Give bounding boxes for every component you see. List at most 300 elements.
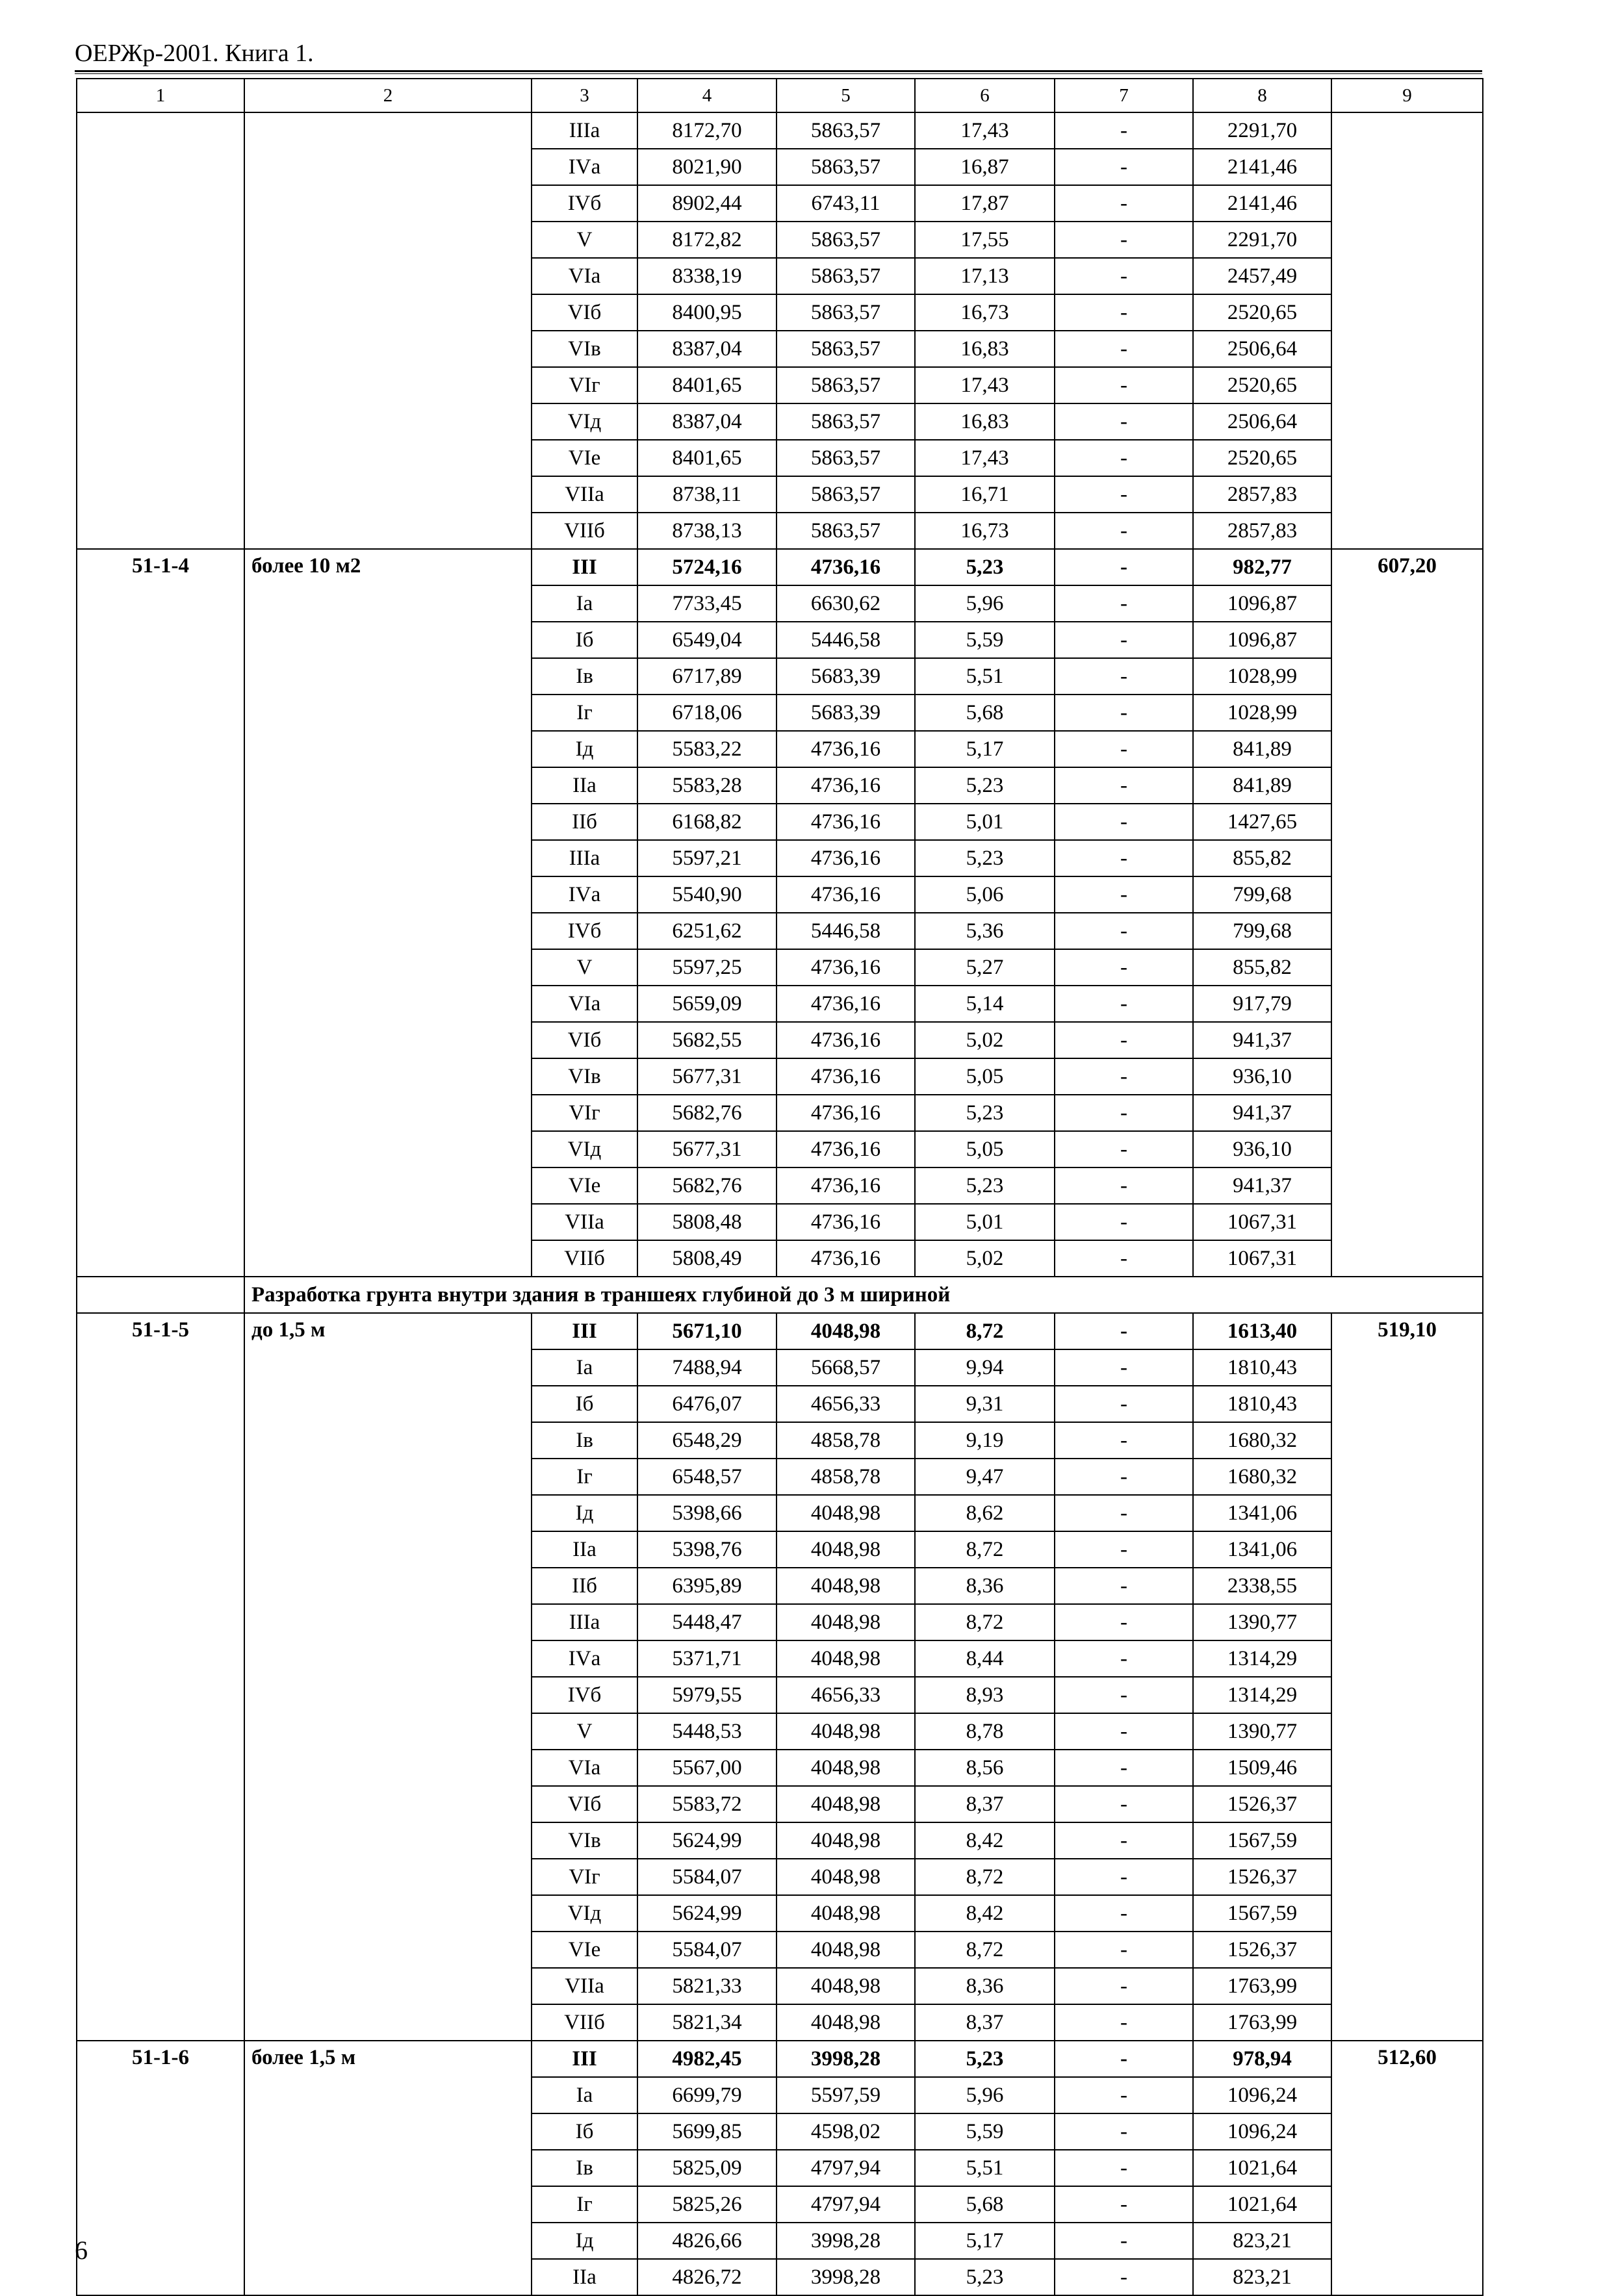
value-cell: - [1055, 1422, 1193, 1459]
value-cell: 5863,57 [777, 294, 915, 331]
value-cell: 4048,98 [777, 1968, 915, 2004]
value-cell: - [1055, 1386, 1193, 1422]
value-cell: VIв [532, 331, 637, 367]
value-cell: 4736,16 [777, 804, 915, 840]
value-cell: 2141,46 [1193, 185, 1331, 222]
value-cell: 4797,94 [777, 2186, 915, 2223]
value-cell: 936,10 [1193, 1058, 1331, 1095]
value-cell: 5683,39 [777, 695, 915, 731]
value-cell: 5683,39 [777, 658, 915, 695]
value-cell: 2506,64 [1193, 331, 1331, 367]
value-cell: VIIб [532, 2004, 637, 2041]
value-cell: 8,44 [915, 1640, 1055, 1677]
value-cell: 1341,06 [1193, 1495, 1331, 1531]
value-cell: - [1055, 1022, 1193, 1058]
value-cell: - [1055, 2223, 1193, 2259]
value-cell: 5979,55 [637, 1677, 777, 1713]
value-cell: - [1055, 2041, 1193, 2077]
value-cell: 5,23 [915, 2259, 1055, 2295]
value-cell: Iв [532, 658, 637, 695]
value-cell: Iд [532, 2223, 637, 2259]
value-cell: - [1055, 331, 1193, 367]
value-cell: 8,56 [915, 1750, 1055, 1786]
value-cell: 16,73 [915, 294, 1055, 331]
value-cell: 1680,32 [1193, 1459, 1331, 1495]
value-cell: 1314,29 [1193, 1677, 1331, 1713]
value-cell: 4048,98 [777, 1495, 915, 1531]
value-cell: 1810,43 [1193, 1386, 1331, 1422]
value-cell: - [1055, 1240, 1193, 1277]
value-cell: 4656,33 [777, 1677, 915, 1713]
column-number-cell: 3 [532, 79, 637, 112]
value-cell: - [1055, 1750, 1193, 1786]
value-cell: 5,23 [915, 2041, 1055, 2077]
value-cell: 1509,46 [1193, 1750, 1331, 1786]
value-cell: - [1055, 585, 1193, 622]
value-cell: 8172,82 [637, 222, 777, 258]
value-cell: - [1055, 1677, 1193, 1713]
value-cell: VIа [532, 1750, 637, 1786]
code-cell [77, 112, 244, 549]
value-cell: - [1055, 476, 1193, 513]
value-cell: - [1055, 1095, 1193, 1131]
value-cell: 1810,43 [1193, 1349, 1331, 1386]
value-cell: 5584,07 [637, 1932, 777, 1968]
value-cell: 941,37 [1193, 1167, 1331, 1204]
value-cell: - [1055, 1495, 1193, 1531]
column-number-row [77, 79, 1483, 112]
value-cell: - [1055, 513, 1193, 549]
value-cell: - [1055, 1786, 1193, 1822]
value-cell: 8387,04 [637, 331, 777, 367]
value-cell: 16,83 [915, 403, 1055, 440]
table-row [77, 1313, 1483, 1349]
value-cell: 9,94 [915, 1349, 1055, 1386]
value-cell: - [1055, 440, 1193, 476]
value-cell: IIа [532, 1531, 637, 1568]
value-cell: 5,51 [915, 658, 1055, 695]
value-cell: 1028,99 [1193, 695, 1331, 731]
value-cell: 5682,55 [637, 1022, 777, 1058]
value-cell: 1680,32 [1193, 1422, 1331, 1459]
value-cell: 8738,13 [637, 513, 777, 549]
col9-cell: 607,20 [1331, 549, 1483, 1277]
value-cell: 17,43 [915, 440, 1055, 476]
value-cell: - [1055, 1131, 1193, 1167]
value-cell: VIIа [532, 476, 637, 513]
value-cell: IVа [532, 876, 637, 913]
value-cell: 9,19 [915, 1422, 1055, 1459]
code-cell: 51-1-5 [77, 1313, 244, 2041]
value-cell: 1390,77 [1193, 1713, 1331, 1750]
column-number-cell: 4 [637, 79, 777, 112]
value-cell: 5668,57 [777, 1349, 915, 1386]
value-cell: - [1055, 986, 1193, 1022]
value-cell: 8,42 [915, 1822, 1055, 1859]
value-cell: - [1055, 1932, 1193, 1968]
value-cell: 5,27 [915, 949, 1055, 986]
value-cell: VIIб [532, 513, 637, 549]
value-cell: III [532, 1313, 637, 1349]
value-cell: 4826,66 [637, 2223, 777, 2259]
value-cell: 1763,99 [1193, 2004, 1331, 2041]
value-cell: 5863,57 [777, 403, 915, 440]
value-cell: - [1055, 149, 1193, 185]
value-cell: 2857,83 [1193, 476, 1331, 513]
value-cell: IIIа [532, 112, 637, 149]
value-cell: 3998,28 [777, 2223, 915, 2259]
value-cell: - [1055, 2150, 1193, 2186]
table-row [77, 112, 1483, 149]
value-cell: 4048,98 [777, 1895, 915, 1932]
value-cell: 6168,82 [637, 804, 777, 840]
value-cell: - [1055, 367, 1193, 403]
value-cell: 9,31 [915, 1386, 1055, 1422]
value-cell: V [532, 949, 637, 986]
value-cell: 4736,16 [777, 767, 915, 804]
value-cell: 4048,98 [777, 1313, 915, 1349]
value-cell: 4736,16 [777, 1058, 915, 1095]
value-cell: 4736,16 [777, 1167, 915, 1204]
value-cell: 5597,59 [777, 2077, 915, 2113]
value-cell: 16,83 [915, 331, 1055, 367]
value-cell: 4826,72 [637, 2259, 777, 2295]
value-cell: Iв [532, 1422, 637, 1459]
description-cell: более 10 м2 [244, 549, 532, 1277]
value-cell: VIд [532, 1131, 637, 1167]
value-cell: - [1055, 1313, 1193, 1349]
value-cell: 799,68 [1193, 876, 1331, 913]
value-cell: 16,73 [915, 513, 1055, 549]
value-cell: 5371,71 [637, 1640, 777, 1677]
value-cell: 2520,65 [1193, 440, 1331, 476]
value-cell: Iг [532, 1459, 637, 1495]
value-cell: 5,02 [915, 1022, 1055, 1058]
value-cell: 1526,37 [1193, 1786, 1331, 1822]
value-cell: V [532, 222, 637, 258]
value-cell: 8021,90 [637, 149, 777, 185]
value-cell: - [1055, 622, 1193, 658]
value-cell: 5677,31 [637, 1058, 777, 1095]
value-cell: 5,96 [915, 2077, 1055, 2113]
value-cell: - [1055, 2186, 1193, 2223]
value-cell: 4982,45 [637, 2041, 777, 2077]
value-cell: 5,36 [915, 913, 1055, 949]
value-cell: - [1055, 913, 1193, 949]
value-cell: 17,43 [915, 112, 1055, 149]
value-cell: 4048,98 [777, 1786, 915, 1822]
value-cell: 1526,37 [1193, 1859, 1331, 1895]
value-cell: 2457,49 [1193, 258, 1331, 294]
description-cell [244, 112, 532, 549]
section-title: Разработка грунта внутри здания в траншеях глубиной до 3 м шириной [244, 1277, 1483, 1313]
value-cell: 5597,21 [637, 840, 777, 876]
value-cell: 978,94 [1193, 2041, 1331, 2077]
value-cell: 4736,16 [777, 949, 915, 986]
value-cell: 5682,76 [637, 1167, 777, 1204]
value-cell: 855,82 [1193, 949, 1331, 986]
col9-cell: 512,60 [1331, 2041, 1483, 2295]
value-cell: 4048,98 [777, 1604, 915, 1640]
value-cell: 1067,31 [1193, 1204, 1331, 1240]
value-cell: 6476,07 [637, 1386, 777, 1422]
value-cell: - [1055, 1859, 1193, 1895]
value-cell: 5584,07 [637, 1859, 777, 1895]
value-cell: 8401,65 [637, 367, 777, 403]
value-cell: IIIа [532, 1604, 637, 1640]
value-cell: 1613,40 [1193, 1313, 1331, 1349]
value-cell: 5540,90 [637, 876, 777, 913]
value-cell: 5,68 [915, 695, 1055, 731]
value-cell: 5,17 [915, 731, 1055, 767]
value-cell: Iд [532, 731, 637, 767]
value-cell: 5863,57 [777, 367, 915, 403]
value-cell: 941,37 [1193, 1095, 1331, 1131]
value-cell: 2141,46 [1193, 149, 1331, 185]
value-cell: 4736,16 [777, 549, 915, 585]
value-cell: 1028,99 [1193, 658, 1331, 695]
value-cell: Iв [532, 2150, 637, 2186]
value-cell: 4858,78 [777, 1422, 915, 1459]
value-cell: 6548,29 [637, 1422, 777, 1459]
value-cell: - [1055, 1568, 1193, 1604]
value-cell: IIб [532, 804, 637, 840]
value-cell: 1314,29 [1193, 1640, 1331, 1677]
value-cell: 6743,11 [777, 185, 915, 222]
value-cell: Iа [532, 585, 637, 622]
value-cell: VIб [532, 294, 637, 331]
value-cell: - [1055, 1058, 1193, 1095]
value-cell: Iд [532, 1495, 637, 1531]
value-cell: 4736,16 [777, 1022, 915, 1058]
value-cell: 4736,16 [777, 986, 915, 1022]
value-cell: 5863,57 [777, 440, 915, 476]
value-cell: - [1055, 731, 1193, 767]
value-cell: 841,89 [1193, 767, 1331, 804]
value-cell: 6630,62 [777, 585, 915, 622]
value-cell: 5398,66 [637, 1495, 777, 1531]
value-cell: 8,72 [915, 1313, 1055, 1349]
value-cell: VIа [532, 258, 637, 294]
value-cell: - [1055, 767, 1193, 804]
value-cell: 4048,98 [777, 1859, 915, 1895]
value-cell: 5,23 [915, 1095, 1055, 1131]
value-cell: - [1055, 1531, 1193, 1568]
value-cell: 2291,70 [1193, 222, 1331, 258]
value-cell: VIе [532, 1167, 637, 1204]
value-cell: 5,02 [915, 1240, 1055, 1277]
value-cell: 941,37 [1193, 1022, 1331, 1058]
value-cell: 5446,58 [777, 622, 915, 658]
value-cell: 982,77 [1193, 549, 1331, 585]
value-cell: 799,68 [1193, 913, 1331, 949]
value-cell: 4048,98 [777, 1822, 915, 1859]
value-cell: VIг [532, 367, 637, 403]
code-cell: 51-1-4 [77, 549, 244, 1277]
value-cell: VIб [532, 1786, 637, 1822]
value-cell: 6251,62 [637, 913, 777, 949]
value-cell: Iа [532, 2077, 637, 2113]
value-cell: IVб [532, 185, 637, 222]
value-cell: - [1055, 2077, 1193, 2113]
value-cell: Iг [532, 695, 637, 731]
value-cell: 4048,98 [777, 1568, 915, 1604]
value-cell: 3998,28 [777, 2041, 915, 2077]
value-cell: VIIа [532, 1968, 637, 2004]
value-cell: 5808,49 [637, 1240, 777, 1277]
value-cell: VIв [532, 1822, 637, 1859]
value-cell: 841,89 [1193, 731, 1331, 767]
value-cell: 6548,57 [637, 1459, 777, 1495]
value-cell: 6549,04 [637, 622, 777, 658]
value-cell: 936,10 [1193, 1131, 1331, 1167]
value-cell: 5597,25 [637, 949, 777, 986]
value-cell: - [1055, 2259, 1193, 2295]
value-cell: 5863,57 [777, 513, 915, 549]
value-cell: Iа [532, 1349, 637, 1386]
value-cell: 4736,16 [777, 1095, 915, 1131]
value-cell: 2291,70 [1193, 112, 1331, 149]
value-cell: 5677,31 [637, 1131, 777, 1167]
value-cell: VIIб [532, 1240, 637, 1277]
value-cell: 5,23 [915, 840, 1055, 876]
value-cell: 4656,33 [777, 1386, 915, 1422]
value-cell: 4048,98 [777, 1713, 915, 1750]
value-cell: 1567,59 [1193, 1822, 1331, 1859]
value-cell: VIе [532, 1932, 637, 1968]
section-title-row [77, 1277, 1483, 1313]
value-cell: 6717,89 [637, 658, 777, 695]
column-number-cell: 7 [1055, 79, 1193, 112]
value-cell: 8172,70 [637, 112, 777, 149]
value-cell: 5,23 [915, 549, 1055, 585]
value-cell: 4736,16 [777, 1240, 915, 1277]
value-cell: 1567,59 [1193, 1895, 1331, 1932]
column-number-cell: 2 [244, 79, 532, 112]
value-cell: 5863,57 [777, 222, 915, 258]
value-cell: 1526,37 [1193, 1932, 1331, 1968]
value-cell: III [532, 2041, 637, 2077]
value-cell: - [1055, 1204, 1193, 1240]
value-cell: 5863,57 [777, 258, 915, 294]
value-cell: 1096,87 [1193, 622, 1331, 658]
value-cell: VIд [532, 403, 637, 440]
value-cell: 1096,24 [1193, 2113, 1331, 2150]
value-cell: 5821,34 [637, 2004, 777, 2041]
value-cell: V [532, 1713, 637, 1750]
value-cell: III [532, 549, 637, 585]
value-cell: 1763,99 [1193, 1968, 1331, 2004]
column-number-cell: 8 [1193, 79, 1331, 112]
code-cell: 51-1-6 [77, 2041, 244, 2295]
value-cell: 8,72 [915, 1531, 1055, 1568]
value-cell: VIд [532, 1895, 637, 1932]
value-cell: 5863,57 [777, 112, 915, 149]
value-cell: 4736,16 [777, 840, 915, 876]
value-cell: - [1055, 112, 1193, 149]
value-cell: 17,43 [915, 367, 1055, 403]
value-cell: 5448,53 [637, 1713, 777, 1750]
table-body [77, 79, 1483, 2295]
value-cell: 5583,22 [637, 731, 777, 767]
value-cell: IIа [532, 2259, 637, 2295]
value-cell: 5671,10 [637, 1313, 777, 1349]
value-cell: 5,59 [915, 2113, 1055, 2150]
value-cell: 5624,99 [637, 1822, 777, 1859]
value-cell: 8,36 [915, 1968, 1055, 2004]
value-cell: 4048,98 [777, 1531, 915, 1568]
value-cell: - [1055, 1968, 1193, 2004]
value-cell: 823,21 [1193, 2223, 1331, 2259]
value-cell: 4736,16 [777, 876, 915, 913]
value-cell: 5808,48 [637, 1204, 777, 1240]
value-cell: 855,82 [1193, 840, 1331, 876]
value-cell: 5821,33 [637, 1968, 777, 2004]
value-cell: 5,17 [915, 2223, 1055, 2259]
value-cell: 5448,47 [637, 1604, 777, 1640]
value-cell: - [1055, 2004, 1193, 2041]
value-cell: IVб [532, 1677, 637, 1713]
value-cell: - [1055, 294, 1193, 331]
value-cell: - [1055, 1167, 1193, 1204]
column-number-cell: 5 [777, 79, 915, 112]
value-cell: 2506,64 [1193, 403, 1331, 440]
value-cell: 8,78 [915, 1713, 1055, 1750]
value-cell: 1341,06 [1193, 1531, 1331, 1568]
value-cell: VIб [532, 1022, 637, 1058]
value-cell: IVа [532, 1640, 637, 1677]
column-number-cell: 6 [915, 79, 1055, 112]
value-cell: 5,14 [915, 986, 1055, 1022]
value-cell: 3998,28 [777, 2259, 915, 2295]
value-cell: 4598,02 [777, 2113, 915, 2150]
value-cell: - [1055, 1349, 1193, 1386]
value-cell: - [1055, 840, 1193, 876]
value-cell: - [1055, 1459, 1193, 1495]
description-cell: до 1,5 м [244, 1313, 532, 2041]
value-cell: 5,23 [915, 1167, 1055, 1204]
value-cell: 5,05 [915, 1058, 1055, 1095]
value-cell: - [1055, 1822, 1193, 1859]
value-cell: IVа [532, 149, 637, 185]
value-cell: VIIа [532, 1204, 637, 1240]
table-row [77, 2041, 1483, 2077]
value-cell: 8,72 [915, 1604, 1055, 1640]
value-cell: 5863,57 [777, 331, 915, 367]
value-cell: 8401,65 [637, 440, 777, 476]
value-cell: 17,13 [915, 258, 1055, 294]
value-cell: VIв [532, 1058, 637, 1095]
value-cell: VIа [532, 986, 637, 1022]
value-cell: 2338,55 [1193, 1568, 1331, 1604]
value-cell: - [1055, 1604, 1193, 1640]
value-cell: 5825,09 [637, 2150, 777, 2186]
value-cell: 5,96 [915, 585, 1055, 622]
value-cell: - [1055, 185, 1193, 222]
value-cell: VIе [532, 440, 637, 476]
col9-cell [1331, 112, 1483, 549]
value-cell: 5398,76 [637, 1531, 777, 1568]
header-rule [75, 70, 1482, 74]
value-cell: 2520,65 [1193, 294, 1331, 331]
value-cell: IVб [532, 913, 637, 949]
value-cell: 6718,06 [637, 695, 777, 731]
value-cell: - [1055, 403, 1193, 440]
value-cell: - [1055, 876, 1193, 913]
value-cell: 5,01 [915, 1204, 1055, 1240]
table-row [77, 549, 1483, 585]
value-cell: IIб [532, 1568, 637, 1604]
